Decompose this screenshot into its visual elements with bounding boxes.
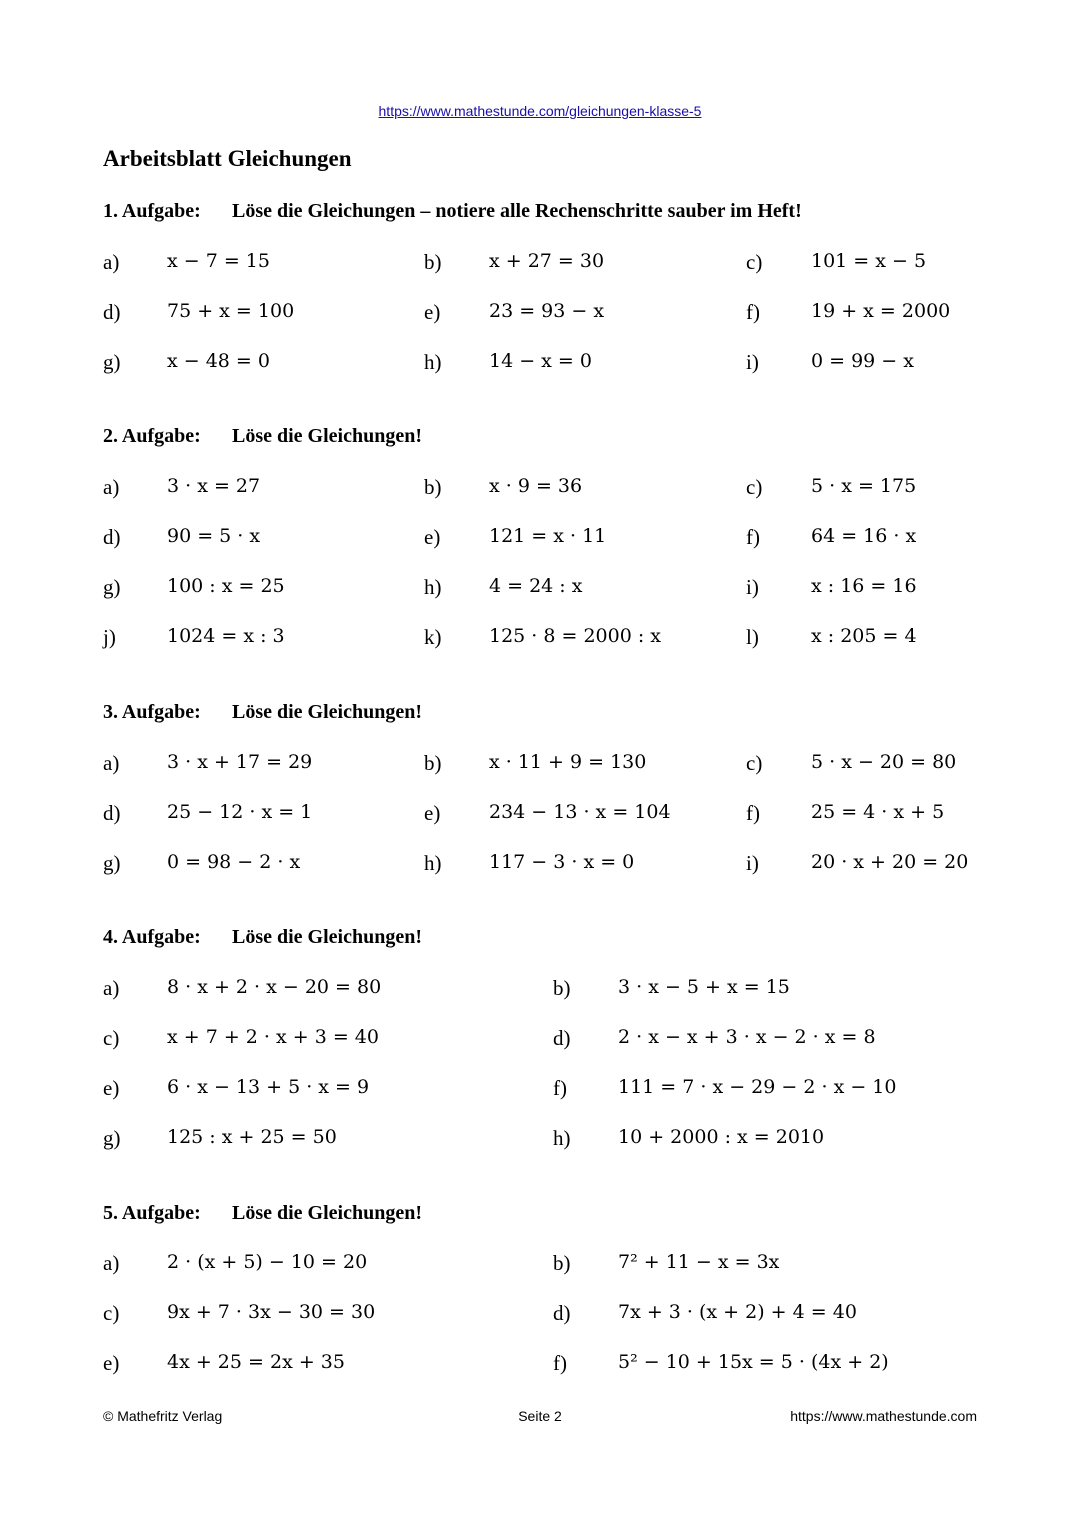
equation: 5² − 10 + 15x = 5 · (4x + 2) — [618, 1351, 889, 1373]
equation: 7² + 11 − x = 3x — [618, 1251, 780, 1273]
task-5-heading — [103, 1202, 422, 1225]
equation: 25 − 12 · x = 1 — [167, 801, 313, 823]
exercise-label: c) — [746, 751, 763, 775]
equation: 9x + 7 · 3x − 30 = 30 — [167, 1301, 376, 1323]
exercise-label: g) — [103, 851, 121, 875]
footer-website[interactable]: https://www.mathestunde.com — [790, 1408, 977, 1424]
exercise-label: d) — [103, 525, 121, 549]
equation: 10 + 2000 : x = 2010 — [618, 1126, 825, 1148]
equation: 7x + 3 · (x + 2) + 4 = 40 — [618, 1301, 857, 1323]
exercise-label: h) — [424, 851, 442, 875]
exercise-label: h) — [553, 1126, 571, 1150]
equation: 234 − 13 · x = 104 — [489, 801, 671, 823]
exercise-label: f) — [746, 801, 760, 825]
equation: 111 = 7 · x − 29 − 2 · x − 10 — [618, 1076, 897, 1098]
exercise-label: d) — [103, 300, 121, 324]
equation: 101 = x − 5 — [811, 250, 927, 272]
equation: x − 7 = 15 — [167, 250, 270, 272]
equation: 5 · x = 175 — [811, 475, 917, 497]
equation: 100 : x = 25 — [167, 575, 285, 597]
exercise-label: a) — [103, 976, 120, 1000]
exercise-label: f) — [553, 1076, 567, 1100]
footer-page-number: Seite 2 — [518, 1408, 562, 1424]
task-3-heading — [103, 701, 422, 724]
task-instruction: Löse die Gleichungen! — [232, 1202, 423, 1224]
exercise-label: k) — [424, 625, 442, 649]
header-url-link[interactable]: https://www.mathestunde.com/gleichungen-klasse-5 — [378, 103, 702, 119]
equation: 0 = 98 − 2 · x — [167, 851, 301, 873]
equation: x : 16 = 16 — [811, 575, 917, 597]
exercise-label: h) — [424, 575, 442, 599]
exercise-label: a) — [103, 1251, 120, 1275]
exercise-label: c) — [103, 1301, 120, 1325]
task-4-heading — [103, 926, 422, 949]
task-number: 3. Aufgabe: — [103, 701, 201, 723]
task-number: 2. Aufgabe: — [103, 425, 201, 447]
exercise-label: a) — [103, 475, 120, 499]
exercise-label: b) — [553, 1251, 571, 1275]
equation: 5 · x − 20 = 80 — [811, 751, 957, 773]
exercise-label: e) — [424, 300, 441, 324]
task-instruction: Löse die Gleichungen! — [232, 425, 423, 447]
equation: 6 · x − 13 + 5 · x = 9 — [167, 1076, 370, 1098]
task-instruction: Löse die Gleichungen! — [232, 701, 423, 723]
exercise-label: b) — [424, 475, 442, 499]
equation: 2 · (x + 5) − 10 = 20 — [167, 1251, 368, 1273]
exercise-label: f) — [746, 300, 760, 324]
exercise-label: d) — [103, 801, 121, 825]
exercise-label: e) — [424, 801, 441, 825]
exercise-label: i) — [746, 851, 759, 875]
footer-publisher: © Mathefritz Verlag — [103, 1408, 223, 1424]
equation: 19 + x = 2000 — [811, 300, 951, 322]
exercise-label: d) — [553, 1026, 571, 1050]
exercise-label: f) — [553, 1351, 567, 1375]
equation: x − 48 = 0 — [167, 350, 270, 372]
equation: 14 − x = 0 — [489, 350, 592, 372]
task-instruction: Löse die Gleichungen – notiere alle Rechenschritte sauber im Heft! — [232, 200, 802, 222]
equation: 3 · x + 17 = 29 — [167, 751, 313, 773]
exercise-label: b) — [553, 976, 571, 1000]
exercise-label: i) — [746, 575, 759, 599]
equation: 125 : x + 25 = 50 — [167, 1126, 337, 1148]
exercise-label: c) — [103, 1026, 120, 1050]
equation: x · 9 = 36 — [489, 475, 583, 497]
equation: x · 11 + 9 = 130 — [489, 751, 647, 773]
equation: 125 · 8 = 2000 : x — [489, 625, 662, 647]
equation: 2 · x − x + 3 · x − 2 · x = 8 — [618, 1026, 876, 1048]
exercise-label: a) — [103, 751, 120, 775]
exercise-label: l) — [746, 625, 759, 649]
exercise-label: h) — [424, 350, 442, 374]
exercise-label: g) — [103, 575, 121, 599]
equation: x + 27 = 30 — [489, 250, 605, 272]
task-instruction: Löse die Gleichungen! — [232, 926, 423, 948]
task-2-heading — [103, 425, 422, 448]
exercise-label: b) — [424, 751, 442, 775]
exercise-label: c) — [746, 475, 763, 499]
exercise-label: b) — [424, 250, 442, 274]
task-number: 5. Aufgabe: — [103, 1202, 201, 1224]
exercise-label: e) — [103, 1076, 120, 1100]
equation: x + 7 + 2 · x + 3 = 40 — [167, 1026, 379, 1048]
equation: 4 = 24 : x — [489, 575, 583, 597]
equation: 75 + x = 100 — [167, 300, 295, 322]
equation: 23 = 93 − x — [489, 300, 605, 322]
exercise-label: a) — [103, 250, 120, 274]
equation: x : 205 = 4 — [811, 625, 917, 647]
equation: 90 = 5 · x — [167, 525, 261, 547]
equation: 117 − 3 · x = 0 — [489, 851, 635, 873]
exercise-label: i) — [746, 350, 759, 374]
equation: 3 · x − 5 + x = 15 — [618, 976, 790, 998]
exercise-label: g) — [103, 1126, 121, 1150]
equation: 25 = 4 · x + 5 — [811, 801, 945, 823]
task-number: 1. Aufgabe: — [103, 200, 201, 222]
equation: 121 = x · 11 — [489, 525, 607, 547]
task-number: 4. Aufgabe: — [103, 926, 201, 948]
exercise-label: f) — [746, 525, 760, 549]
equation: 1024 = x : 3 — [167, 625, 285, 647]
equation: 4x + 25 = 2x + 35 — [167, 1351, 345, 1373]
exercise-label: g) — [103, 350, 121, 374]
exercise-label: e) — [424, 525, 441, 549]
task-1-heading — [103, 200, 802, 223]
equation: 0 = 99 − x — [811, 350, 914, 372]
equation: 3 · x = 27 — [167, 475, 261, 497]
exercise-label: e) — [103, 1351, 120, 1375]
equation: 64 = 16 · x — [811, 525, 917, 547]
exercise-label: j) — [103, 625, 116, 649]
page-title: Arbeitsblatt Gleichungen — [103, 146, 352, 171]
exercise-label: c) — [746, 250, 763, 274]
equation: 8 · x + 2 · x − 20 = 80 — [167, 976, 382, 998]
equation: 20 · x + 20 = 20 — [811, 851, 969, 873]
exercise-label: d) — [553, 1301, 571, 1325]
